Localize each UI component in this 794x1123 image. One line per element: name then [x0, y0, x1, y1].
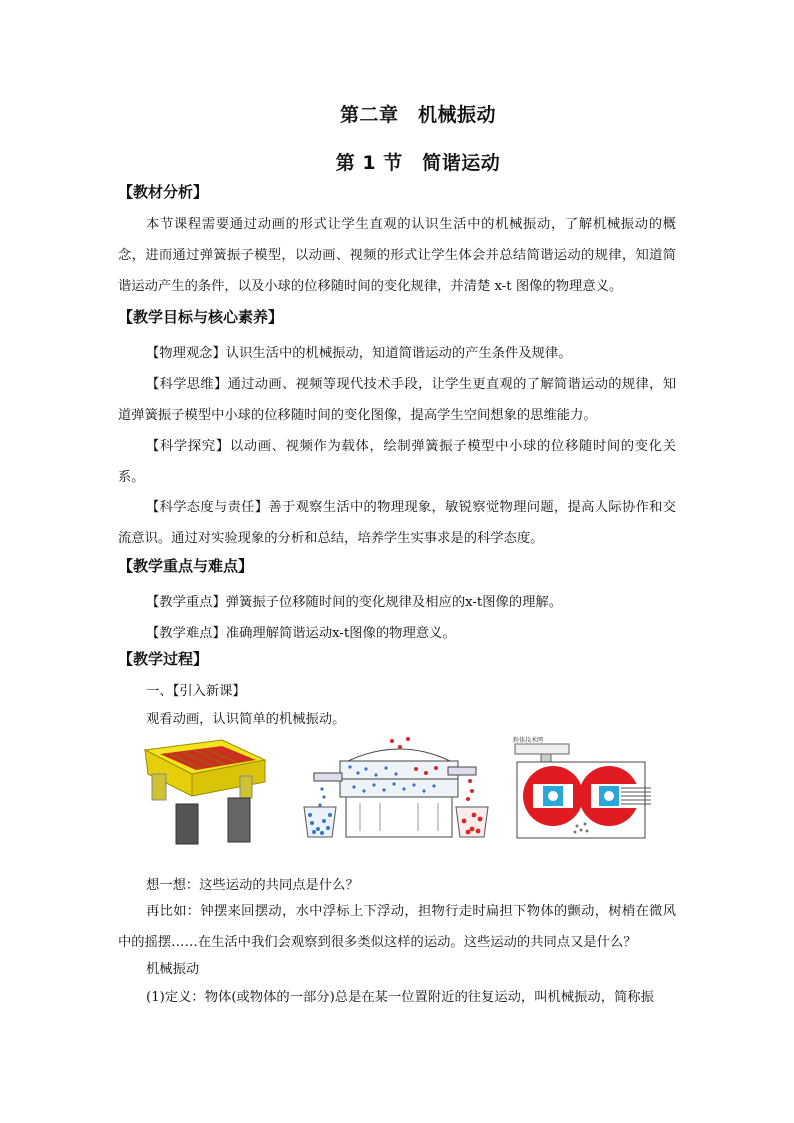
goal-scientific-inquiry: 【科学探究】以动画、视频作为载体，绘制弹簧振子模型中小球的位移随时间的变化关系。 [118, 439, 676, 485]
section-title: 第 1 节 简谐运动 [335, 152, 501, 174]
vibrating-feeder-image [140, 738, 270, 848]
goal-scientific-thinking: 【科学思维】通过动画、视频等现代技术手段，让学生更直观的了解简谐运动的规律，知道弹簧振子模型中小球的位移随时间的变化图像，提高学生空间想象的思维能力。 [118, 377, 676, 423]
definition-line: (1)定义：物体(或物体的一部分)总是在某一位置附近的往复运动，叫机械振动，简称振 [146, 990, 654, 1005]
watermark-label: 粉体技术网 [513, 737, 544, 744]
chapter-title: 第二章 机械振动 [339, 104, 496, 126]
goal-physics-concept: 【物理观念】认识生活中的机械振动，知道简谐运动的产生条件及规律。 [146, 346, 572, 361]
examples-paragraph: 再比如：钟摆来回摆动，水中浮标上下浮动，担物行走时扁担下物体的颤动，树梢在微风中的摇摆……在生活中我们会观察到很多类似这样的运动。这些运动的共同点又是什么？ [118, 904, 676, 950]
heading-key-points: 【教学重点与难点】 [118, 557, 254, 575]
analysis-paragraph: 本节课程需要通过动画的形式让学生直观的认识生活中的机械振动，了解机械振动的概念，进而通过弹簧振子模型，以动画、视频的形式让学生体会并总结简谐运动的规律，知道简谐运动产生的条件，以及小球的位移随时间的变化规律，并清楚 x-t 图像的物理意义。 [118, 217, 676, 294]
difficult-point: 【教学难点】准确理解简谐运动x-t图像的物理意义。 [146, 626, 456, 641]
key-point: 【教学重点】弹簧振子位移随时间的变化规律及相应的x-t图像的理解。 [146, 595, 563, 610]
heading-analysis: 【教材分析】 [118, 183, 209, 201]
heading-goals: 【教学目标与核心素养】 [118, 308, 284, 326]
heading-process: 【教学过程】 [118, 650, 209, 668]
think-question: 想一想：这些运动的共同点是什么？ [146, 878, 359, 893]
roller-crusher-image [511, 734, 661, 842]
intro-step: 一、【引入新课】 [146, 684, 246, 699]
vibrating-screen-image [300, 733, 495, 843]
watch-animation-text: 观看动画，认识简单的机械振动。 [146, 712, 346, 727]
goal-attitude: 【科学态度与责任】善于观察生活中的物理现象，敏锐察觉物理问题，提高人际协作和交流意识。通过对实验现象的分析和总结，培养学生实事求是的科学态度。 [118, 500, 676, 546]
mechanical-vibration-term: 机械振动 [146, 962, 200, 977]
